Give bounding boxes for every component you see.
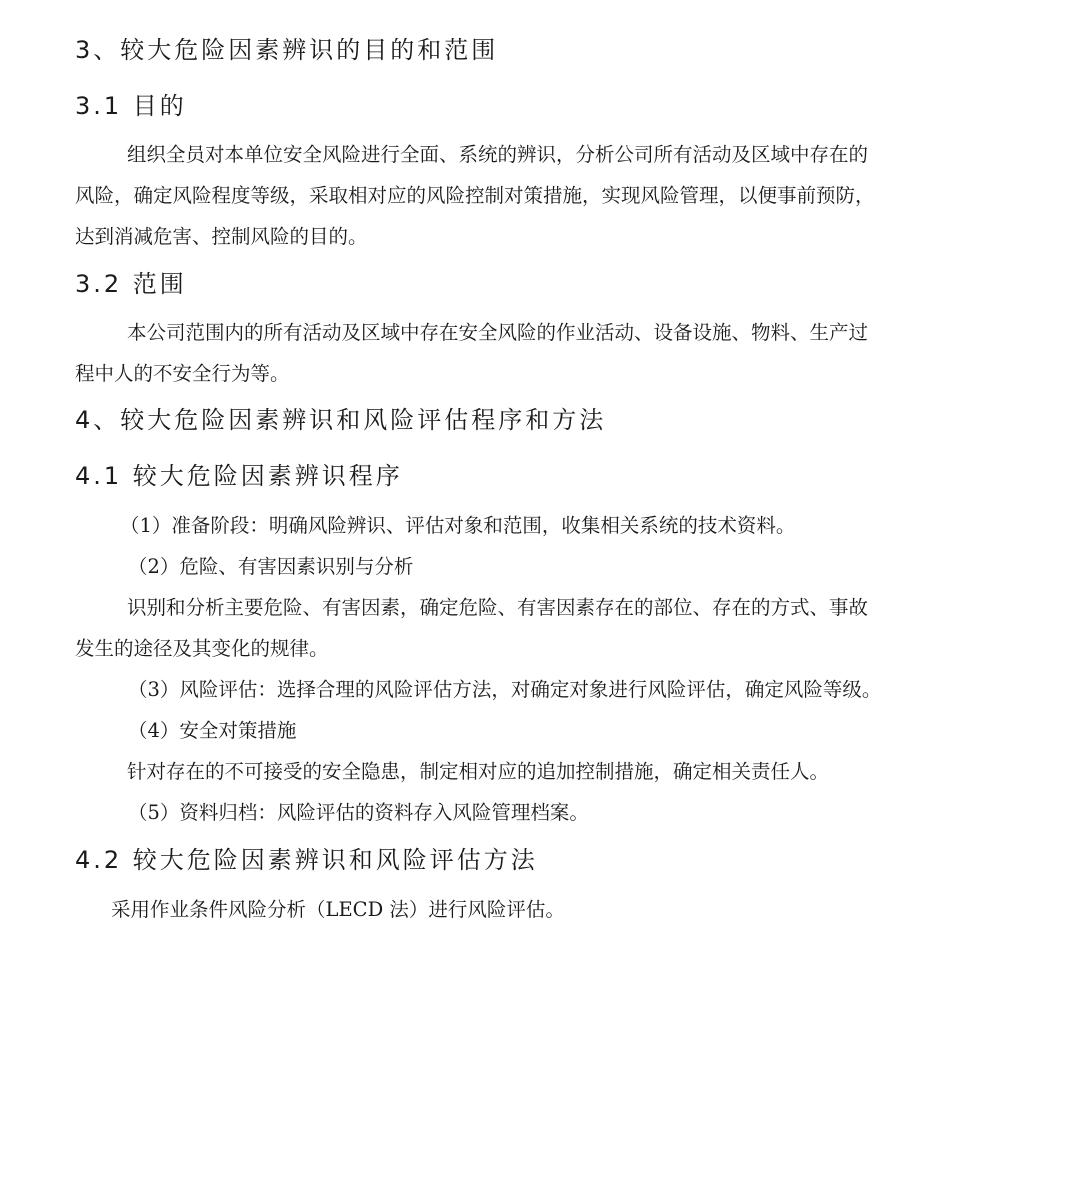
paragraph-line: 针对存在的不可接受的安全隐患，制定相对应的追加控制措施，确定相关责任人。 — [127, 760, 830, 783]
procedure-step: （3）风险评估：选择合理的风险评估方法，对确定对象进行风险评估，确定风险等级。 — [128, 678, 882, 701]
section-3-heading: 3、较大危险因素辨识的目的和范围 — [75, 36, 499, 64]
paragraph-line: 采用作业条件风险分析（LECD 法）进行风险评估。 — [111, 898, 565, 921]
paragraph-line: 本公司范围内的所有活动及区域中存在安全风险的作业活动、设备设施、物料、生产过 — [127, 321, 869, 344]
procedure-step: （5）资料归档：风险评估的资料存入风险管理档案。 — [128, 801, 589, 824]
paragraph-line: 达到消减危害、控制风险的目的。 — [75, 225, 368, 248]
paragraph-line: 识别和分析主要危险、有害因素，确定危险、有害因素存在的部位、存在的方式、事故 — [127, 596, 869, 619]
section-3-1-heading: 3.1 目的 — [75, 92, 187, 120]
section-3-2-heading: 3.2 范围 — [75, 270, 187, 298]
procedure-step: （4）安全对策措施 — [128, 719, 297, 742]
paragraph-line: 组织全员对本单位安全风险进行全面、系统的辨识，分析公司所有活动及区域中存在的 — [127, 143, 869, 166]
section-4-2-heading: 4.2 较大危险因素辨识和风险评估方法 — [75, 846, 538, 874]
procedure-step: （2）危险、有害因素识别与分析 — [128, 555, 414, 578]
procedure-step: （1）准备阶段：明确风险辨识、评估对象和范围，收集相关系统的技术资料。 — [120, 514, 796, 537]
section-4-1-heading: 4.1 较大危险因素辨识程序 — [75, 462, 403, 490]
section-4-heading: 4、较大危险因素辨识和风险评估程序和方法 — [75, 406, 607, 434]
paragraph-line: 程中人的不安全行为等。 — [75, 362, 290, 385]
paragraph-line: 发生的途径及其变化的规律。 — [75, 637, 329, 660]
paragraph-line: 风险，确定风险程度等级，采取相对应的风险控制对策措施，实现风险管理，以便事前预防， — [75, 184, 875, 207]
